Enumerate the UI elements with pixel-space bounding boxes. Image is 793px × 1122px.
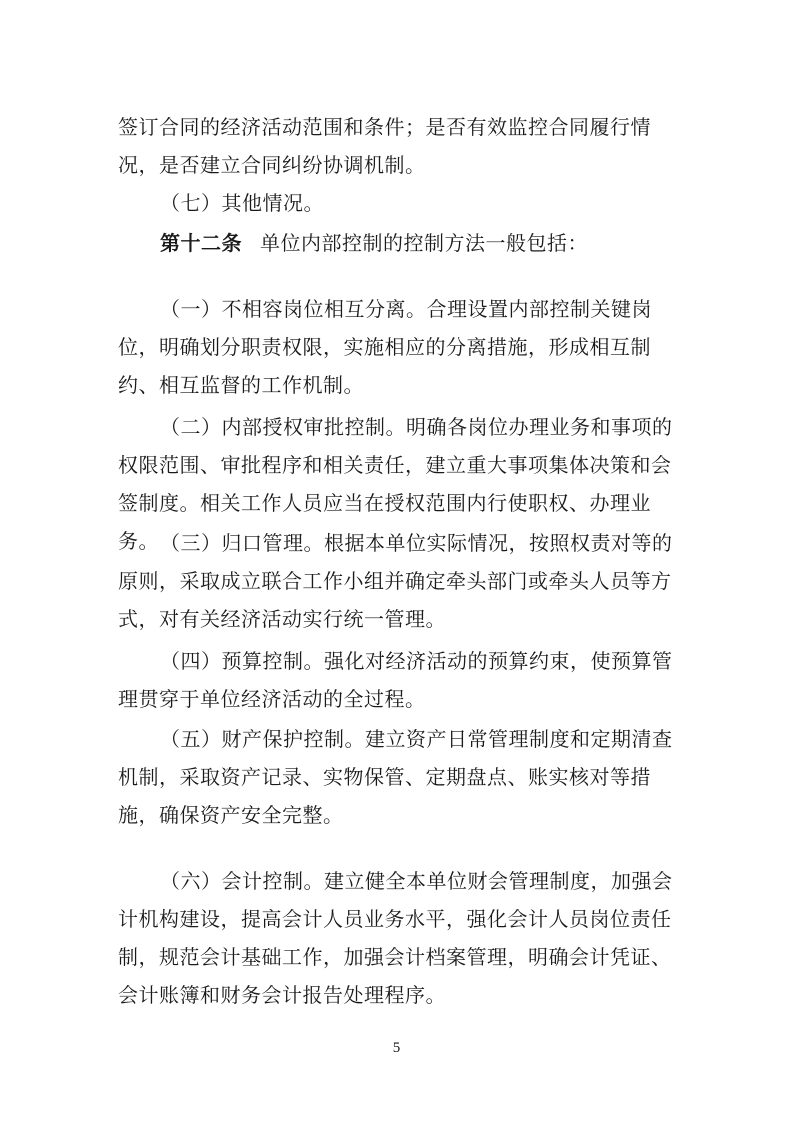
- paragraph-method-5: （五）财产保护控制。建立资产日常管理制度和定期清查机制，采取资产记录、实物保管、定期盘点、账实核对等措施，确保资产安全完整。: [118, 727, 673, 827]
- paragraph-method-6: （六）会计控制。建立健全本单位财会管理制度，加强会计机构建设，提高会计人员业务水平，强化会计人员岗位责任制，规范会计基础工作，加强会计档案管理，明确会计凭证、会计账簿和财务会计报告处理程序。: [118, 869, 673, 1007]
- article-12: [118, 224, 678, 262]
- paragraph-method-1: （一）不相容岗位相互分离。合理设置内部控制关键岗位，明确划分职责权限，实施相应的分离措施，形成相互制约、相互监督的工作机制。: [118, 297, 652, 397]
- page-number: 5: [392, 1040, 401, 1056]
- article-12-text: 单位内部控制的控制方法一般包括：: [260, 231, 588, 255]
- paragraph-method-4: （四）预算控制。强化对经济活动的预算约束，使预算管理贯穿于单位经济活动的全过程。: [118, 649, 673, 711]
- paragraph-method-2: （二）内部授权审批控制。明确各岗位办理业务和事项的权限范围、审批程序和相关责任，建立重大事项集体决策和会签制度。相关工作人员应当在授权范围内行使职权、办理业务。: [118, 415, 673, 553]
- paragraph-method-3: （三）归口管理。根据本单位实际情况，按照权责对等的原则，采取成立联合工作小组并确定牵头部门或牵头人员等方式，对有关经济活动实行统一管理。: [118, 531, 673, 631]
- paragraph-contract-continuation: 签订合同的经济活动范围和条件；是否有效监控合同履行情况，是否建立合同纠纷协调机制。: [118, 115, 651, 177]
- article-12-heading: 第十二条: [160, 231, 242, 255]
- paragraph-item-7: （七）其他情况。: [160, 191, 324, 215]
